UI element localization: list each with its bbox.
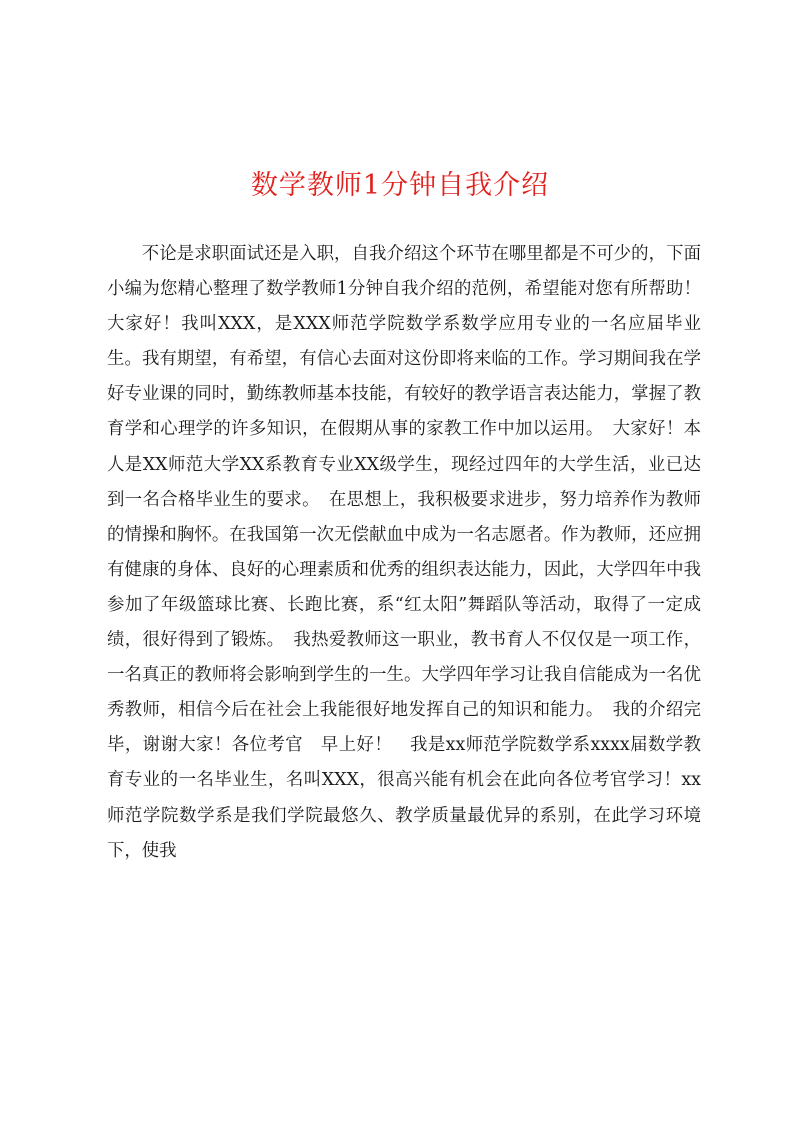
body-paragraph: 不论是求职面试还是入职，自我介绍这个环节在哪里都是不可少的，下面小编为您精心整理了数学教师1分钟自我介绍的范例，希望能对您有所帮助！ 大家好！我叫XXX，是XXX师范学院数学系数学应用专业的一名应届毕业生。我有期望，有希望，有信心去面对这份即将来临的工作。学习期间我在学好专业课的同时，勤练教师基本技能，有较好的教学语言表达能力，掌握了教育学和心理学的许多知识，在假期从事的家教工作中加以运用。 大家好！本人是XX师范大学XX系教育专业XX级学生，现经过四年的大学生活，业已达到一名合格毕业生的要求。 在思想上，我积极要求进步，努力培养作为教师的情操和胸怀。在我国第一次无偿献血中成为一名志愿者。作为教师，还应拥有健康的身体、良好的心理素质和优秀的组织表达能力，因此，大学四年中我参加了年级篮球比赛、长跑比赛，系“红太阳”舞蹈队等活动，取得了一定成绩，很好得到了锻炼。 我热爱教师这一职业，教书育人不仅仅是一项工作，一名真正的教师将会影响到学生的一生。大学四年学习让我自信能成为一名优秀教师，相信今后在社会上我能很好地发挥自己的知识和能力。 我的介绍完毕，谢谢大家！各位考官 早上好！ 我是xx师范学院数学系xxxx届数学教育专业的一名毕业生，名叫XXX，很高兴能有机会在此向各位考官学习！xx师范学院数学系是我们学院最悠久、教学质量最优异的系别，在此学习环境下，使我 bbox=[107, 244, 719, 861]
document-title: 数学教师1分钟自我介绍 bbox=[250, 170, 550, 201]
document-body bbox=[107, 237, 719, 869]
